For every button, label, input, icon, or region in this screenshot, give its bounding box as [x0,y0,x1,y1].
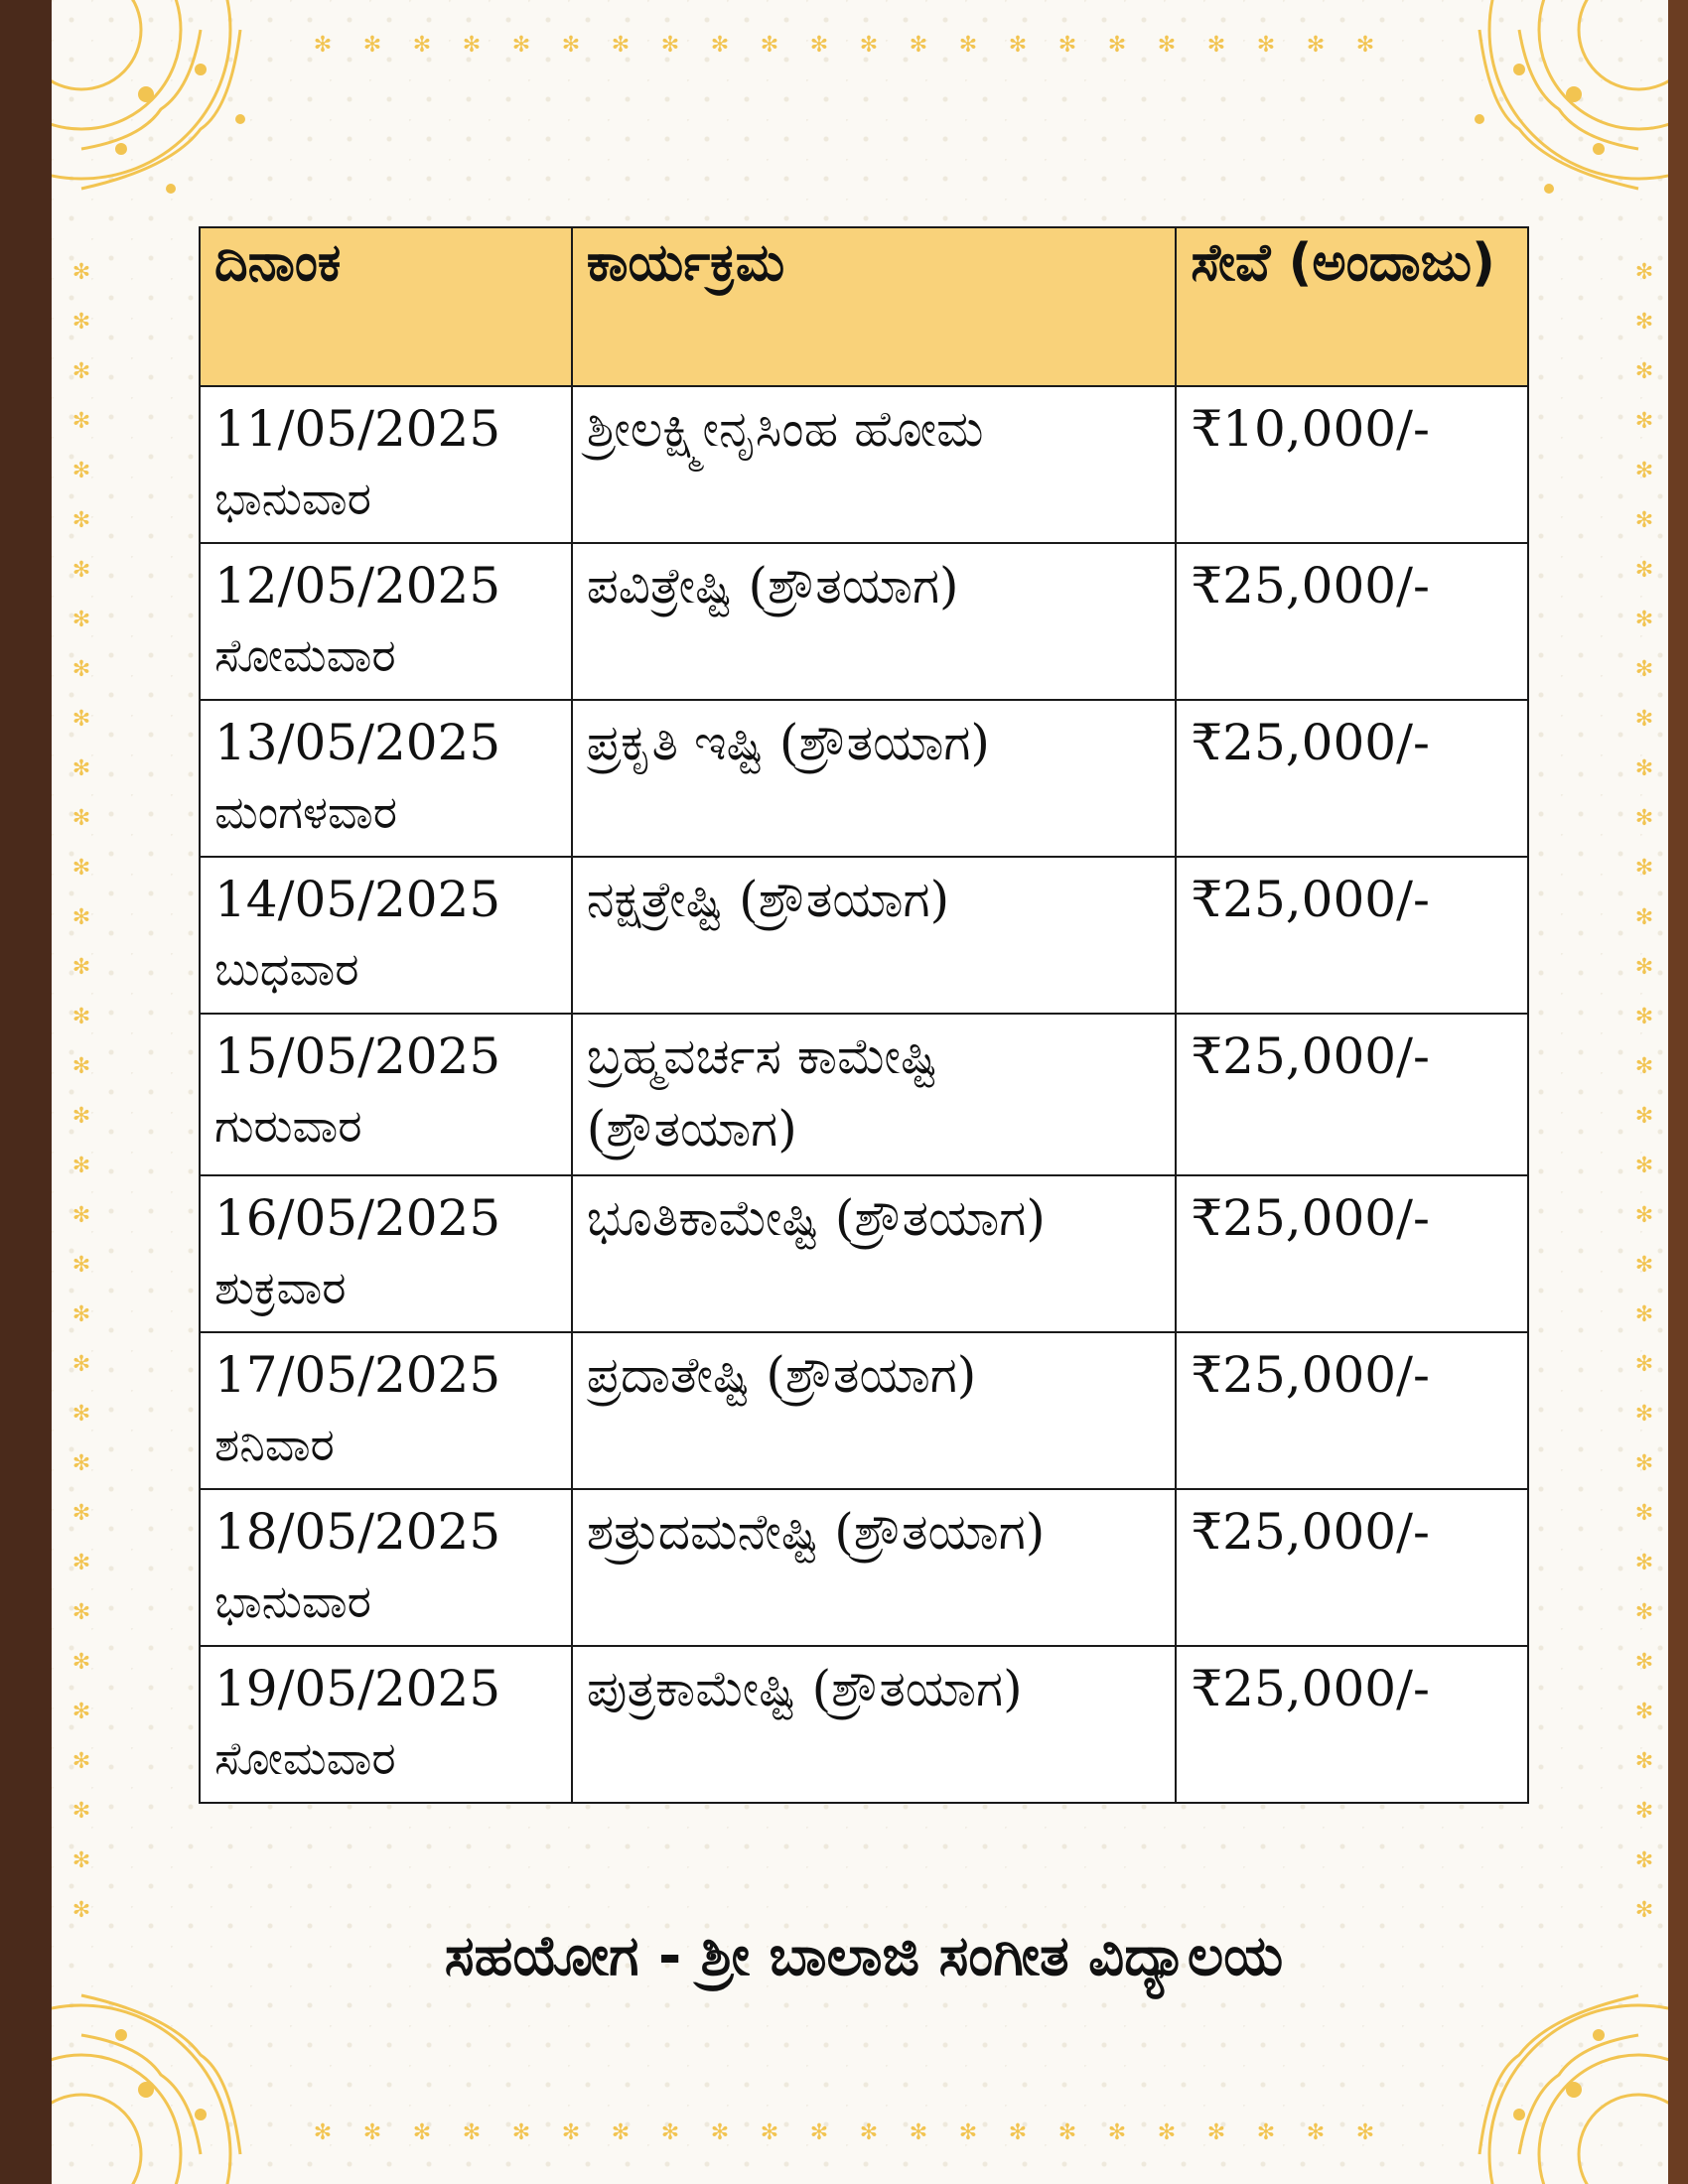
table-row [200,700,1528,857]
program-cell: ಭೂತಿಕಾಮೇಷ್ಟಿ (ಶ್ರೌತಯಾಗ) [572,1175,1177,1332]
weekday-value: ಶನಿವಾರ [214,1417,335,1471]
header-seva: ಸೇವೆ (ಅಂದಾಜು) [1176,227,1528,386]
date-value: 12/05/2025 [214,557,501,614]
program-cell: ಶತ್ರುದಮನೇಷ್ಟಿ (ಶ್ರೌತಯಾಗ) [572,1489,1177,1646]
date-value: 19/05/2025 [214,1660,501,1717]
table-row [200,1489,1528,1646]
header-program: ಕಾರ್ಯಕ್ರಮ [572,227,1177,386]
date-cell [200,1175,572,1332]
table-header-row [200,227,1528,386]
amount-cell: ₹25,000/- [1176,857,1528,1014]
header-date: ದಿನಾಂಕ [200,227,572,386]
date-cell [200,1489,572,1646]
program-cell: ಶ್ರೀಲಕ್ಷ್ಮೀನೃಸಿಂಹ ಹೋಮ [572,386,1177,543]
weekday-value: ಮಂಗಳವಾರ [214,784,398,839]
table-row [200,1332,1528,1489]
amount-cell: ₹25,000/- [1176,1332,1528,1489]
table-row [200,543,1528,700]
date-cell [200,1332,572,1489]
date-value: 14/05/2025 [214,871,501,928]
date-cell [200,857,572,1014]
program-cell: ಪ್ರದಾತೇಷ್ಟಿ (ಶ್ರೌತಯಾಗ) [572,1332,1177,1489]
amount-cell: ₹25,000/- [1176,1646,1528,1803]
footer-collaboration-text: ಸಹಯೋಗ - ಶ್ರೀ ಬಾಲಾಜಿ ಸಂಗೀತ ವಿದ್ಯಾಲಯ [444,1924,1284,1988]
left-brown-band [0,0,52,2184]
right-star-border: ✻ ✻ ✻ ✻ ✻ ✻ ✻ ✻ ✻ ✻ ✻ ✻ ✻ ✻ ✻ ✻ ✻ ✻ ✻ ✻ ✻ ✻ ✻ ✻ ✻ ✻ ✻ ✻ ✻ ✻ ✻ ✻ ✻ ✻ [1634,260,1654,1923]
program-cell: ನಕ್ಷತ್ರೇಷ್ಟಿ (ಶ್ರೌತಯಾಗ) [572,857,1177,1014]
date-value: 13/05/2025 [214,714,501,771]
date-value: 17/05/2025 [214,1346,501,1404]
schedule-table [199,226,1529,1804]
program-cell: ಪವಿತ್ರೇಷ್ಟಿ (ಶ್ರೌತಯಾಗ) [572,543,1177,700]
weekday-value: ಸೋಮವಾರ [214,627,396,682]
left-star-border: ✻ ✻ ✻ ✻ ✻ ✻ ✻ ✻ ✻ ✻ ✻ ✻ ✻ ✻ ✻ ✻ ✻ ✻ ✻ ✻ ✻ ✻ ✻ ✻ ✻ ✻ ✻ ✻ ✻ ✻ ✻ ✻ ✻ ✻ [71,260,91,1923]
top-star-border: ✻ ✻ ✻ ✻ ✻ ✻ ✻ ✻ ✻ ✻ ✻ ✻ ✻ ✻ ✻ ✻ ✻ ✻ ✻ ✻ ✻ ✻ [313,33,1375,58]
amount-cell: ₹10,000/- [1176,386,1528,543]
weekday-value: ಸೋಮವಾರ [214,1730,396,1785]
amount-cell: ₹25,000/- [1176,700,1528,857]
right-brown-band [1668,0,1688,2184]
table-row [200,1646,1528,1803]
weekday-value: ಭಾನುವಾರ [214,471,371,525]
date-value: 11/05/2025 [214,400,501,458]
program-cell: ಬ್ರಹ್ಮವರ್ಚಸ ಕಾಮೇಷ್ಟಿ (ಶ್ರೌತಯಾಗ) [572,1014,1177,1175]
program-cell: ಪುತ್ರಕಾಮೇಷ್ಟಿ (ಶ್ರೌತಯಾಗ) [572,1646,1177,1803]
table-row [200,386,1528,543]
amount-cell: ₹25,000/- [1176,1489,1528,1646]
date-value: 18/05/2025 [214,1503,501,1561]
program-cell: ಪ್ರಕೃತಿ ಇಷ್ಟಿ (ಶ್ರೌತಯಾಗ) [572,700,1177,857]
date-cell [200,1014,572,1175]
date-value: 15/05/2025 [214,1027,501,1085]
date-cell [200,543,572,700]
weekday-value: ಶುಕ್ರವಾರ [214,1260,347,1314]
amount-cell: ₹25,000/- [1176,543,1528,700]
amount-cell: ₹25,000/- [1176,1014,1528,1175]
date-cell [200,386,572,543]
table-row [200,1175,1528,1332]
weekday-value: ಬುಧವಾರ [214,941,359,996]
amount-cell: ₹25,000/- [1176,1175,1528,1332]
weekday-value: ಭಾನುವಾರ [214,1573,371,1628]
table-row [200,857,1528,1014]
table-row [200,1014,1528,1175]
weekday-value: ಗುರುವಾರ [214,1098,362,1153]
date-cell [200,700,572,857]
date-value: 16/05/2025 [214,1189,501,1247]
date-cell [200,1646,572,1803]
bottom-star-border: ✻ ✻ ✻ ✻ ✻ ✻ ✻ ✻ ✻ ✻ ✻ ✻ ✻ ✻ ✻ ✻ ✻ ✻ ✻ ✻ ✻ ✻ [313,2120,1375,2145]
